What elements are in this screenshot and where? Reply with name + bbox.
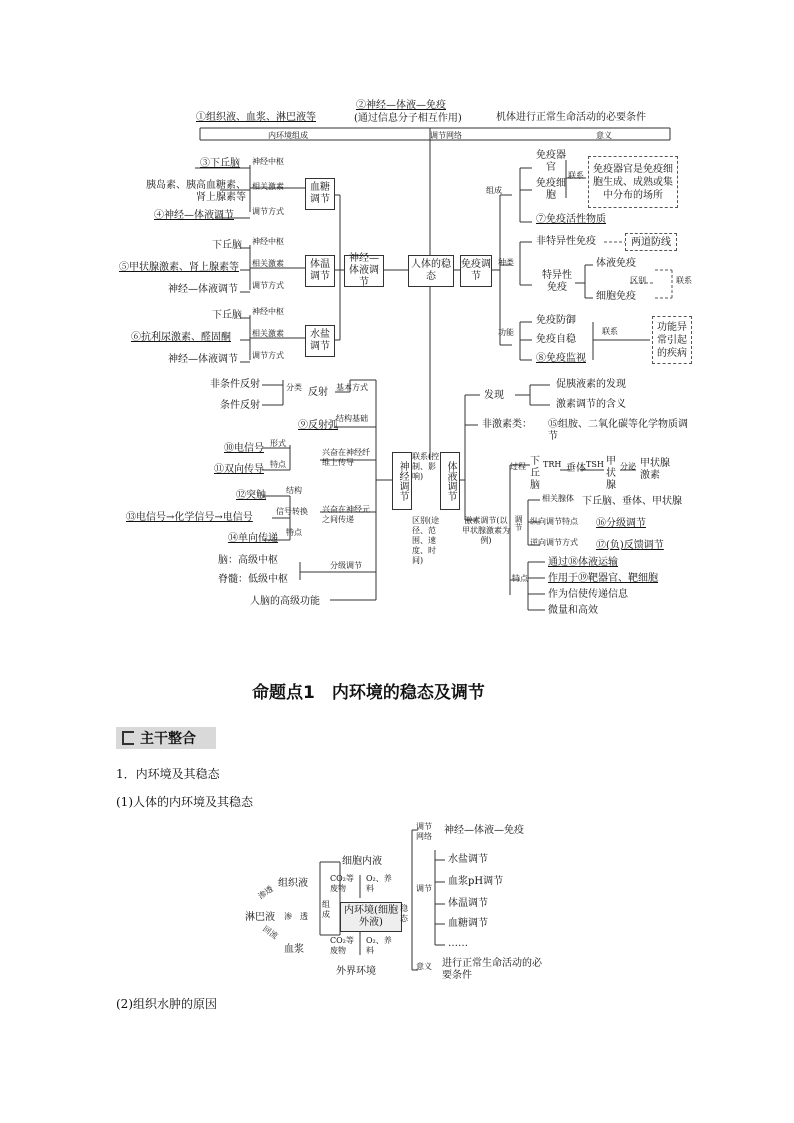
neural-electric: ⑩电信号: [224, 443, 264, 454]
temp-center-label: 神经中枢: [252, 237, 284, 246]
humoral-c3: 作为信使传递信息: [548, 589, 628, 600]
immune-specific: 特异性免疫: [542, 270, 572, 293]
water-center-value: 下丘脑: [212, 310, 242, 321]
humoral-process-label: 过程: [510, 462, 526, 471]
neural-on-fiber: 兴奋在神经纤维上传导: [322, 448, 370, 467]
humoral-glands-label: 相关腺体: [542, 494, 574, 503]
neural-feature2-label: 特点: [286, 528, 302, 537]
immune-diff-label: 区别: [630, 276, 646, 285]
neural-basic-way: 基本方式: [336, 383, 368, 392]
d2-return: 回流: [261, 924, 280, 941]
water-center-label: 神经中枢: [252, 307, 284, 316]
humoral-c1: 通过⑱体液运输: [548, 557, 618, 568]
glucose-center-value: ③下丘脑: [200, 158, 240, 169]
temp-hormone-label: 相关激素: [252, 259, 284, 268]
neural-unconditioned: 非条件反射: [210, 379, 260, 390]
immune-composition-label: 组成: [486, 186, 502, 195]
immune-link3-label: 联系: [602, 327, 618, 336]
d2-penetrate: 渗透: [256, 884, 275, 901]
top-composition-value: ①组织液、血浆、淋巴液等: [196, 112, 316, 123]
neural-conversion: ⑬电信号→化学信号→电信号: [126, 512, 253, 523]
neural-conditioned: 条件反射: [220, 400, 260, 411]
neural-structure-label: 结构: [286, 486, 302, 495]
immune-cell: 免疫细胞: [536, 178, 566, 201]
humoral-c4: 微量和高效: [548, 605, 598, 616]
d2-meaning: 进行正常生命活动的必要条件: [442, 958, 542, 981]
glucose-center-label: 神经中枢: [252, 157, 284, 166]
neural-reflex: 反射: [308, 387, 328, 398]
d2-r3: 体温调节: [448, 898, 488, 909]
neural-one-way: ⑭单向传递: [228, 533, 278, 544]
glucose-mode-value: ④神经—体液调节: [154, 210, 234, 221]
neuro-humoral-box: 神经—体液调节: [344, 255, 384, 287]
neural-synapse: ⑫突触: [236, 490, 266, 501]
humoral-nonhormone: ⑮组胺、二氧化碳等化学物质调节: [548, 419, 688, 442]
d2-r4: 血糖调节: [448, 918, 488, 929]
humoral-discover: 发现: [484, 390, 504, 401]
neural-classify-label: 分类: [286, 383, 302, 392]
para-1: 1．内环境及其稳态: [116, 767, 220, 781]
humoral-longit-label: 纵向调节特点: [530, 517, 578, 526]
para-2: (1)人体的内环境及其稳态: [116, 795, 253, 809]
neural-graded: 分级调节: [330, 561, 362, 570]
immune-link2-label: 联系: [676, 276, 692, 285]
d2-co2-top: CO₂等废物: [330, 874, 354, 893]
d2-meaning-label: 意义: [416, 962, 432, 971]
top-network-value: ②神经—体液—免疫: [356, 100, 446, 111]
immune-function-label: 功能: [498, 328, 514, 337]
temp-mode-label: 调节方式: [252, 281, 284, 290]
d2-o2-bot: O₂、养料: [366, 936, 392, 955]
humoral-secrete: 分泌: [620, 462, 636, 471]
humoral-d2: 激素调节的含义: [556, 399, 626, 410]
temp-hormone-value: ⑤甲状腺激素、肾上腺素等: [119, 262, 239, 273]
immune-link-label: 联系: [568, 171, 584, 180]
glucose-box: 血糖调节: [305, 178, 335, 210]
d2-lymph: 淋巴液: [245, 912, 275, 923]
d2-external: 外界环境: [336, 966, 376, 977]
top-network-note: (通过信息分子相互作用): [354, 113, 462, 124]
immune-nonspecific: 非特异性免疫: [536, 236, 596, 247]
humoral-reverse-label: 逆向调节方式: [530, 538, 578, 547]
d2-compose: 组成: [322, 900, 330, 919]
water-box: 水盐调节: [305, 325, 335, 357]
neural-reflex-arc: ⑨反射弧: [298, 420, 338, 431]
humoral-c2: 作用于⑲靶器官、靶细胞: [548, 573, 658, 584]
immune-box: 免疫调节: [460, 255, 492, 287]
banner: [116, 727, 216, 749]
water-hormone-value: ⑥抗利尿激素、醛固酮: [131, 332, 231, 343]
immune-disease: 功能异常引起的疾病: [652, 316, 692, 364]
humoral-nonhormone-label: 非激素类：: [482, 419, 532, 430]
neural-advanced: 人脑的高级功能: [250, 596, 320, 607]
d2-r2: 血浆pH调节: [448, 876, 504, 887]
d2-o2-top: O₂、养料: [366, 874, 392, 893]
immune-cellular: 细胞免疫: [596, 291, 636, 302]
glucose-mode-label: 调节方式: [252, 207, 284, 216]
humoral-d1: 促胰液素的发现: [556, 379, 626, 390]
humoral-hormone: 激素调节(以甲状腺激素为例): [462, 516, 510, 545]
d2-co2-bot: CO₂等废物: [330, 936, 354, 955]
glucose-hormone-value: 胰岛素、胰高血糖素、肾上腺素等: [146, 180, 246, 203]
d2-env-box: 内环境(细胞外液): [340, 902, 402, 932]
temp-center-value: 下丘脑: [212, 240, 242, 251]
immune-two-lines: 两道防线: [625, 233, 677, 251]
neural-struct-basis: 结构基础: [336, 414, 368, 423]
d2-network-label: 调节网络: [416, 822, 432, 841]
neural-form-label: 形式: [270, 439, 286, 448]
humoral-trh: TRH: [543, 460, 562, 469]
d2-r1: 水盐调节: [448, 854, 488, 865]
neural-spinal: 脊髓：低级中枢: [218, 574, 288, 585]
d2-cell-fluid: 细胞内液: [342, 856, 382, 867]
d2-network: 神经—体液—免疫: [444, 825, 524, 836]
relation-title: 联系(控制、影响): [412, 452, 440, 481]
humoral-tsh: TSH: [586, 460, 604, 469]
top-meaning-value: 机体进行正常生命活动的必要条件: [496, 112, 646, 123]
immune-organ-desc: 免疫器官是免疫细胞生成、成熟或集中分布的场所: [588, 156, 678, 208]
neural-between: 兴奋在神经元之间传递: [322, 505, 370, 524]
relation-diff: 区别(途径、范围、速度、时间): [412, 516, 440, 565]
humoral-longit: ⑯分级调节: [596, 518, 646, 529]
d2-homeostasis: 稳态: [400, 904, 408, 923]
humoral-box: 体液调节: [440, 452, 460, 510]
neural-feature-label: 特点: [270, 460, 286, 469]
temp-mode-value: 神经—体液调节: [168, 284, 238, 295]
top-composition-label: 内环境组成: [268, 131, 308, 140]
humoral-thyroid: 甲状腺: [606, 456, 616, 491]
d2-tissue-fluid: 组织液: [278, 878, 308, 889]
humoral-reverse: ⑰(负)反馈调节: [596, 540, 664, 551]
humoral-pituitary: 垂体: [566, 463, 586, 474]
top-network-label: 调节网络: [430, 131, 462, 140]
immune-surveillance: ⑧免疫监视: [536, 353, 586, 364]
para-3: (2)组织水肿的原因: [116, 997, 217, 1011]
d2-penetrate3: 透: [300, 912, 308, 921]
humoral-hypothalamus: 下丘脑: [530, 456, 540, 491]
immune-stability: 免疫自稳: [536, 334, 576, 345]
water-mode-value: 神经—体液调节: [168, 354, 238, 365]
banner-label: 主干整合: [140, 731, 196, 747]
banner-icon: [122, 731, 134, 745]
center-homeostasis-box: 人体的稳态: [408, 255, 454, 287]
d2-plasma: 血浆: [284, 944, 304, 955]
immune-humoral: 体液免疫: [596, 258, 636, 269]
humoral-thyroxine: 甲状腺激素: [640, 458, 670, 481]
immune-defense: 免疫防御: [536, 315, 576, 326]
immune-organ: 免疫器官: [536, 150, 566, 173]
glucose-hormone-label: 相关激素: [252, 182, 284, 191]
water-mode-label: 调节方式: [252, 351, 284, 360]
immune-substance: ⑦免疫活性物质: [536, 214, 606, 225]
top-meaning-label: 意义: [596, 131, 612, 140]
humoral-features-label: 特点: [512, 574, 528, 583]
neural-brain: 脑：高级中枢: [218, 555, 278, 566]
section-title: 命题点1 内环境的稳态及调节: [252, 683, 485, 703]
water-hormone-label: 相关激素: [252, 329, 284, 338]
d2-penetrate2: 渗: [284, 912, 292, 921]
temp-box: 体温调节: [305, 255, 335, 287]
neural-two-way: ⑪双向传导: [214, 464, 264, 475]
neural-box: 神经调节: [392, 452, 412, 510]
humoral-regulate: 调节: [514, 515, 523, 531]
neural-signal-conv-label: 信号转换: [276, 507, 308, 516]
immune-kind-label: 种类: [498, 258, 514, 267]
d2-r5: ……: [448, 938, 468, 949]
d2-regulate: 调节: [416, 884, 432, 893]
humoral-glands: 下丘脑、垂体、甲状腺: [582, 496, 682, 507]
